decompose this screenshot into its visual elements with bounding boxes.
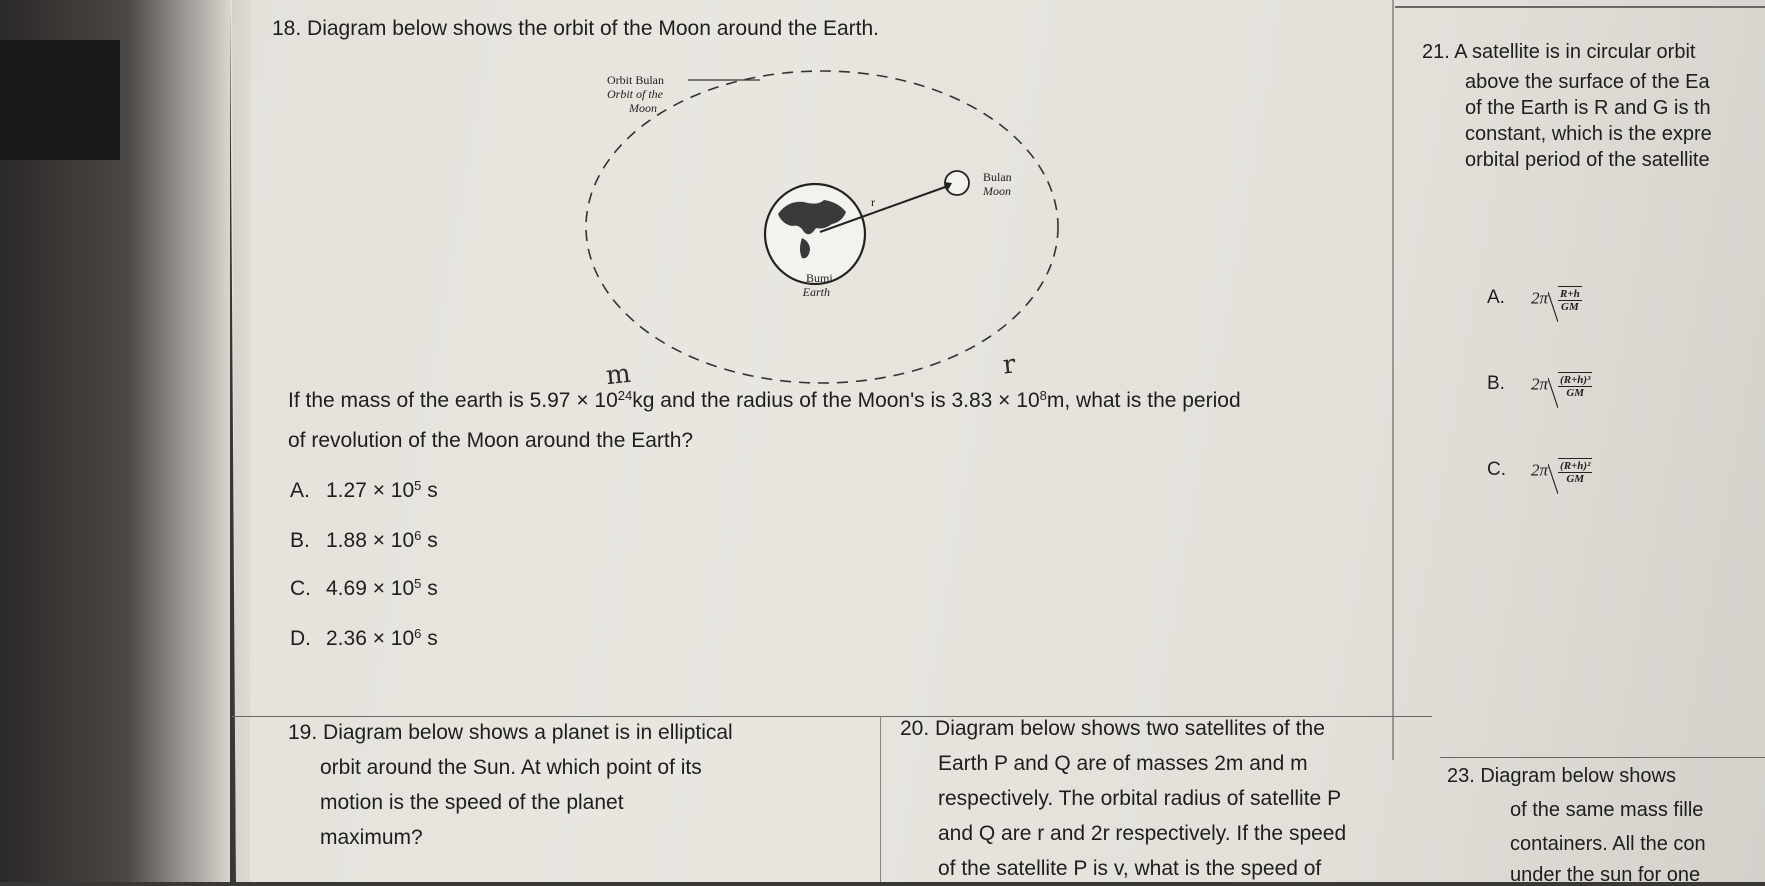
- orbit-label-malay: Orbit Bulan: [607, 73, 664, 87]
- q20-line4: and Q are r and 2r respectively. If the speed: [938, 822, 1347, 845]
- option-letter: C.: [1487, 459, 1506, 481]
- earth-label-english: Earth: [802, 284, 830, 299]
- option-unit: s: [421, 529, 438, 552]
- sqrt-sign: [1548, 372, 1592, 399]
- q19-line3: motion is the speed of the planet: [320, 791, 624, 814]
- q23-line2: of the same mass fille: [1510, 799, 1704, 821]
- option-unit: s: [421, 479, 438, 502]
- q23-line1: 23. Diagram below shows: [1447, 765, 1676, 787]
- q21-line2: above the surface of the Ea: [1465, 71, 1710, 93]
- option-exponent: 5: [414, 575, 422, 591]
- earth-shape: [765, 184, 865, 284]
- q21-line4: constant, which is the expre: [1465, 123, 1712, 145]
- formula-coefficient: 2π: [1531, 460, 1549, 480]
- q20-line2: Earth P and Q are of masses 2m and m: [938, 752, 1308, 775]
- q21-option-a[interactable]: [1487, 286, 1582, 313]
- fraction-denominator: GM: [1566, 387, 1585, 399]
- option-letter: C.: [290, 577, 311, 600]
- q23-line4: under the sun for one: [1510, 864, 1701, 886]
- q18-stem-line2: of revolution of the Moon around the Earth?: [288, 429, 694, 452]
- q18-stem-line1: [288, 387, 1241, 412]
- q19-line4: maximum?: [320, 826, 423, 849]
- q18-stem-exp2: 8: [1039, 387, 1047, 403]
- formula-fraction: [1558, 288, 1582, 313]
- q21-line1: 21. A satellite is in circular orbit: [1422, 41, 1696, 63]
- earth-label: [802, 271, 833, 300]
- sqrt-sign: [1548, 286, 1582, 313]
- sqrt-sign: [1548, 458, 1592, 485]
- q18-stem-part2: kg and the radius of the Moon's is 3.83 × 10: [632, 389, 1040, 412]
- q21-line5: orbital period of the satellite: [1465, 149, 1710, 171]
- q21-option-c[interactable]: [1487, 458, 1592, 485]
- q19-line2: orbit around the Sun. At which point of its: [320, 756, 702, 779]
- option-exponent: 6: [414, 527, 422, 543]
- option-letter: D.: [290, 627, 311, 650]
- moon-label-english: Moon: [983, 183, 1011, 198]
- option-letter: A.: [290, 479, 310, 502]
- moon-label-malay: Bulan: [983, 170, 1012, 184]
- q18-option-c[interactable]: [290, 575, 438, 600]
- q18-stem-part1: If the mass of the earth is 5.97 × 10: [288, 389, 618, 412]
- q18-option-a[interactable]: [290, 477, 438, 502]
- q19-line1: 19. Diagram below shows a planet is in elliptical: [288, 721, 733, 744]
- q21-option-b[interactable]: [1487, 372, 1592, 399]
- fraction-denominator: GM: [1561, 301, 1579, 313]
- option-mantissa: 1.88 × 10: [326, 529, 415, 552]
- formula-fraction: [1558, 374, 1592, 399]
- q18-title: 18. Diagram below shows the orbit of the Moon around the Earth.: [272, 17, 880, 40]
- q20-line3: respectively. The orbital radius of satellite P: [938, 787, 1342, 810]
- fraction-numerator: (R+h)²: [1560, 460, 1591, 472]
- option-mantissa: 1.27 × 10: [326, 479, 415, 502]
- q18-option-b[interactable]: [290, 527, 438, 552]
- formula-coefficient: 2π: [1531, 374, 1549, 394]
- fraction-denominator: GM: [1566, 473, 1585, 485]
- earth-label-malay: Bumi: [806, 271, 833, 285]
- fraction-numerator: R+h: [1560, 288, 1580, 300]
- formula-fraction: [1558, 460, 1592, 485]
- q18-option-d[interactable]: [290, 625, 438, 650]
- orbit-label: [607, 74, 664, 115]
- q18-stem-exp1: 24: [617, 387, 633, 403]
- q23-line3: containers. All the con: [1510, 833, 1706, 855]
- fraction-numerator: (R+h)³: [1560, 374, 1591, 386]
- option-mantissa: 2.36 × 10: [326, 627, 415, 650]
- option-letter: A.: [1487, 287, 1505, 309]
- option-exponent: 6: [414, 625, 422, 641]
- orbit-label-english: Orbit of the: [607, 86, 663, 101]
- option-exponent: 5: [414, 477, 422, 493]
- moon-label: [983, 171, 1012, 199]
- handwritten-mark-r: r: [1001, 349, 1017, 381]
- q18-stem-part3: m, what is the period: [1046, 389, 1241, 412]
- q20-line1: 20. Diagram below shows two satellites of the: [900, 717, 1325, 740]
- option-letter: B.: [1487, 373, 1505, 395]
- option-unit: s: [421, 627, 438, 650]
- option-mantissa: 4.69 × 10: [326, 577, 415, 600]
- q21-line3: of the Earth is R and G is th: [1465, 97, 1711, 119]
- option-letter: B.: [290, 529, 310, 552]
- radius-label: r: [871, 195, 875, 209]
- q20-line5: of the satellite P is v, what is the speed of: [938, 857, 1322, 880]
- orbit-label-english-2: Moon: [629, 100, 657, 115]
- option-unit: s: [421, 577, 438, 600]
- handwritten-mark-m: m: [604, 358, 633, 392]
- formula-coefficient: 2π: [1531, 288, 1549, 308]
